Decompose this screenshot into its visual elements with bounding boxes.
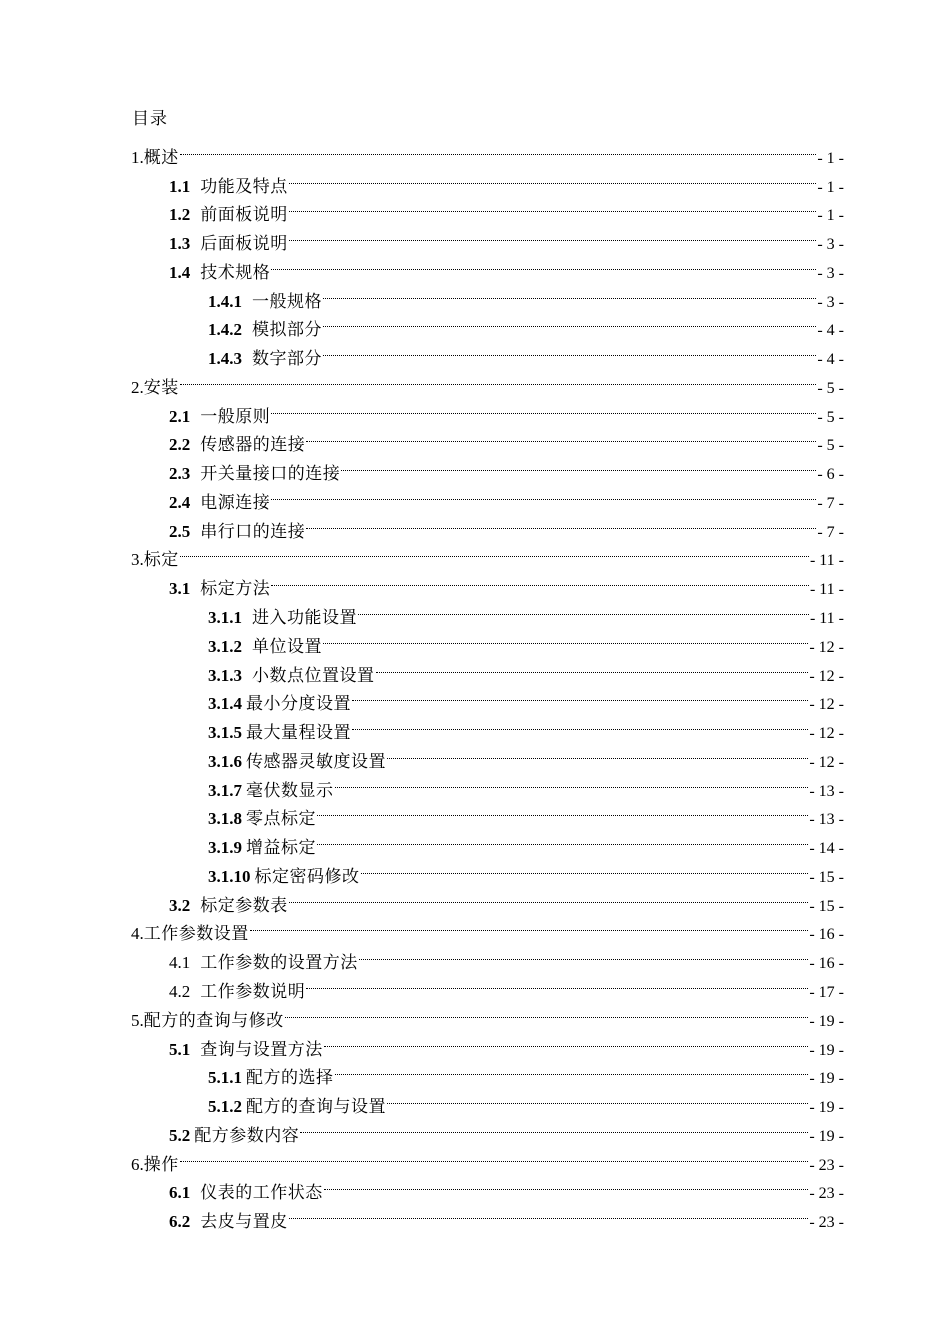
toc-entry-title: 去皮与置皮 [200, 1212, 288, 1233]
toc-entry-title: 功能及特点 [200, 176, 288, 197]
toc-entry-number: 2.1 [169, 406, 191, 426]
toc-entry[interactable] [0, 796, 950, 830]
toc-entry-page-number: - 3 - [817, 293, 844, 311]
toc-dot-leader [289, 882, 809, 911]
toc-entry[interactable] [0, 537, 950, 571]
toc-dot-leader [387, 1083, 808, 1112]
toc-entry[interactable] [0, 134, 950, 168]
toc-entry-page-number: - 6 - [817, 466, 844, 484]
toc-dot-leader [352, 681, 808, 710]
toc-entry-page-number: - 12 - [809, 696, 844, 714]
toc-dot-leader [361, 853, 809, 882]
toc-entry-number: 2.5 [169, 521, 191, 541]
toc-entry-title: 传感器的连接 [200, 435, 306, 456]
toc-entry-title: 单位设置 [252, 636, 322, 657]
toc-entry-page-number: - 19 - [809, 1099, 844, 1117]
toc-entry-number: 4.1 [169, 953, 191, 973]
toc-entry-number: 5. [131, 1010, 144, 1030]
toc-entry-title: 工作参数设置 [143, 924, 249, 945]
toc-entry-number: 2. [131, 377, 144, 397]
toc-dot-leader [180, 1141, 809, 1170]
toc-entry-page-number: - 14 - [809, 840, 844, 858]
toc-entry-number: 3.1 [169, 579, 191, 599]
toc-entry-page-number: - 4 - [817, 322, 844, 340]
toc-dot-leader [306, 968, 808, 997]
toc-entry-page-number: - 1 - [817, 149, 844, 167]
toc-dot-leader [324, 1026, 809, 1055]
toc-entry-title: 电源连接 [200, 492, 271, 513]
toc-entry-number: 2.2 [169, 435, 191, 455]
toc-entry-page-number: - 15 - [809, 868, 844, 886]
toc-dot-leader [300, 1112, 808, 1141]
toc-dot-leader [358, 594, 809, 623]
toc-entry[interactable] [0, 1026, 950, 1060]
toc-entry-number: 3.1.6 [208, 751, 242, 771]
toc-entry-number: 1.4 [169, 262, 191, 282]
toc-dot-leader [271, 565, 809, 594]
toc-entry-page-number: - 19 - [809, 1041, 844, 1059]
toc-entry[interactable] [0, 192, 950, 226]
toc-entry-number: 3.1.4 [208, 694, 242, 714]
toc-entry-number: 5.1.1 [208, 1068, 242, 1088]
toc-dot-leader [341, 450, 816, 479]
toc-entry-page-number: - 23 - [809, 1214, 844, 1232]
toc-entry[interactable] [0, 1112, 950, 1146]
toc-title: 目录 [132, 109, 168, 129]
toc-dot-leader [271, 393, 816, 422]
toc-entry[interactable] [0, 364, 950, 398]
toc-entry-page-number: - 11 - [809, 581, 844, 599]
toc-entry-page-number: - 12 - [809, 667, 844, 685]
toc-entry-title: 后面板说明 [200, 234, 288, 255]
toc-entry-title: 毫伏数显示 [246, 780, 334, 801]
toc-entry-page-number: - 23 - [809, 1185, 844, 1203]
toc-entry-number: 5.1.2 [208, 1097, 242, 1117]
toc-entry-title: 一般规格 [252, 291, 322, 312]
toc-entry-number: 4. [131, 924, 144, 944]
toc-entry[interactable] [0, 911, 950, 945]
toc-entry-title: 数字部分 [252, 349, 322, 370]
toc-entry-number: 3.1.7 [208, 780, 242, 800]
toc-dot-leader [285, 997, 809, 1026]
toc-entry-title: 工作参数说明 [200, 981, 306, 1002]
toc-entry-number: 1.1 [169, 176, 191, 196]
toc-entry-page-number: - 5 - [817, 437, 844, 455]
toc-entry-title: 工作参数的设置方法 [200, 953, 358, 974]
toc-entry-number: 5.1 [169, 1039, 191, 1059]
toc-entry[interactable] [0, 249, 950, 283]
toc-entry-title: 标定密码修改 [254, 866, 360, 887]
toc-entry-title: 模拟部分 [252, 320, 322, 341]
toc-entry-number: 1.4.1 [208, 291, 242, 311]
toc-entry[interactable] [0, 220, 950, 255]
toc-dot-leader [323, 307, 816, 336]
toc-dot-leader [376, 652, 809, 681]
toc-dot-leader [317, 796, 808, 825]
toc-entry[interactable] [0, 853, 950, 887]
toc-entry-number: 6.1 [169, 1183, 191, 1203]
toc-dot-leader [323, 623, 808, 652]
toc-entry-page-number: - 5 - [817, 379, 844, 397]
toc-entry-page-number: - 12 - [809, 725, 844, 743]
toc-entry-page-number: - 19 - [809, 1012, 844, 1030]
toc-dot-leader [335, 767, 809, 796]
toc-entry-title: 一般原则 [200, 406, 271, 427]
toc-entry[interactable] [0, 1083, 950, 1118]
toc-entry-title: 操作 [143, 1154, 179, 1175]
toc-entry-number: 3.2 [169, 895, 191, 915]
toc-entry-title: 配方参数内容 [194, 1125, 300, 1146]
toc-entry-title: 概述 [143, 147, 179, 168]
toc-entry-title: 前面板说明 [200, 205, 288, 226]
toc-entry-title: 进入功能设置 [252, 608, 357, 629]
toc-entry-title: 增益标定 [246, 838, 316, 859]
toc-entry[interactable] [0, 422, 950, 456]
toc-entry[interactable] [0, 997, 950, 1031]
toc-dot-leader [289, 1198, 809, 1227]
toc-entry[interactable] [0, 968, 950, 1002]
toc-entry-title: 标定 [143, 550, 179, 571]
toc-entry[interactable] [0, 824, 950, 859]
toc-entry[interactable] [0, 479, 950, 513]
toc-entry-page-number: - 7 - [817, 494, 844, 512]
toc-entry-number: 6.2 [169, 1212, 191, 1232]
toc-dot-leader [180, 134, 817, 163]
toc-entry-number: 2.4 [169, 492, 191, 512]
toc-entry-title: 安装 [143, 377, 179, 398]
toc-entry-number: 2.3 [169, 464, 191, 484]
toc-dot-leader [359, 939, 809, 968]
toc-entry[interactable] [0, 767, 950, 801]
toc-entry[interactable] [0, 163, 950, 197]
toc-entry[interactable] [0, 709, 950, 744]
toc-entry-title: 查询与设置方法 [200, 1039, 323, 1060]
toc-entry[interactable] [0, 508, 950, 542]
toc-entry-page-number: - 16 - [809, 926, 844, 944]
toc-dot-leader [250, 911, 809, 940]
toc-entry-number: 1.4.2 [208, 320, 242, 340]
toc-entry-number: 3.1.5 [208, 723, 242, 743]
toc-entry-number: 3.1.1 [208, 608, 242, 628]
toc-entry-number: 1.2 [169, 205, 191, 225]
toc-dot-leader [323, 335, 816, 364]
toc-entry[interactable] [0, 1170, 950, 1204]
toc-entry-number: 3.1.9 [208, 838, 242, 858]
toc-entry-title: 技术规格 [200, 262, 271, 283]
toc-dot-leader [335, 1055, 809, 1084]
toc-dot-leader [317, 824, 808, 853]
toc-entry-title: 标定方法 [200, 579, 271, 600]
toc-dot-leader [324, 1170, 809, 1199]
toc-entry-title: 配方的查询与设置 [246, 1097, 386, 1118]
toc-entry-page-number: - 4 - [817, 351, 844, 369]
toc-dot-leader [306, 422, 816, 451]
toc-entry-page-number: - 3 - [817, 264, 844, 282]
toc-entry[interactable] [0, 623, 950, 657]
toc-entry-title: 仪表的工作状态 [200, 1183, 323, 1204]
toc-entry[interactable] [0, 882, 950, 916]
toc-entry[interactable] [0, 939, 950, 974]
toc-dot-leader [289, 163, 817, 192]
toc-entry-title: 最大量程设置 [246, 723, 351, 744]
toc-entry-number: 3. [131, 550, 144, 570]
toc-entry-title: 零点标定 [246, 809, 316, 830]
toc-entry-number: 3.1.2 [208, 636, 242, 656]
toc-entry-page-number: - 19 - [809, 1127, 844, 1145]
toc-entry-page-number: - 1 - [817, 178, 844, 196]
toc-entry[interactable] [0, 335, 950, 370]
toc-entry-number: 3.1.3 [208, 665, 242, 685]
toc-entry-page-number: - 13 - [809, 782, 844, 800]
toc-entry-number: 1.3 [169, 234, 191, 254]
toc-dot-leader [271, 479, 816, 508]
toc-entry[interactable] [0, 307, 950, 341]
toc-dot-leader [306, 508, 816, 537]
toc-entry-title: 串行口的连接 [200, 521, 306, 542]
toc-dot-leader [352, 709, 808, 738]
toc-entry-page-number: - 3 - [817, 236, 844, 254]
toc-entry[interactable] [0, 738, 950, 772]
toc-entry[interactable] [0, 450, 950, 485]
toc-entry-title: 配方的选择 [246, 1068, 334, 1089]
toc-entry-page-number: - 13 - [809, 811, 844, 829]
toc-entry-page-number: - 16 - [809, 955, 844, 973]
toc-entry[interactable] [0, 1198, 950, 1233]
toc-entry-page-number: - 11 - [809, 610, 844, 628]
toc-entry-number: 4.2 [169, 981, 191, 1001]
toc-dot-leader [289, 220, 817, 249]
toc-entry-page-number: - 17 - [809, 983, 844, 1001]
toc-entry[interactable] [0, 278, 950, 312]
toc-dot-leader [289, 192, 817, 221]
toc-entry[interactable] [0, 652, 950, 686]
toc-entry-title: 开关量接口的连接 [200, 464, 341, 485]
toc-entry[interactable] [0, 1141, 950, 1175]
toc-entry-number: 1. [131, 147, 144, 167]
toc-entry[interactable] [0, 681, 950, 715]
toc-entry-title: 最小分度设置 [246, 694, 351, 715]
toc-dot-leader [323, 278, 816, 307]
toc-entry-title: 传感器灵敏度设置 [246, 751, 386, 772]
toc-entry[interactable] [0, 594, 950, 629]
toc-dot-leader [387, 738, 808, 767]
toc-entry-page-number: - 7 - [817, 523, 844, 541]
toc-dot-leader [180, 364, 817, 393]
toc-list [0, 134, 950, 1233]
toc-entry[interactable] [0, 565, 950, 600]
toc-entry-page-number: - 15 - [809, 897, 844, 915]
toc-dot-leader [271, 249, 816, 278]
toc-entry-page-number: - 11 - [809, 552, 844, 570]
toc-entry-number: 3.1.10 [208, 866, 251, 886]
toc-entry-page-number: - 12 - [809, 753, 844, 771]
toc-entry-number: 1.4.3 [208, 349, 242, 369]
toc-entry-title: 小数点位置设置 [252, 665, 375, 686]
toc-entry-page-number: - 23 - [809, 1156, 844, 1174]
toc-entry-number: 3.1.8 [208, 809, 242, 829]
toc-entry-title: 标定参数表 [200, 895, 288, 916]
toc-entry-number: 6. [131, 1154, 144, 1174]
toc-entry[interactable] [0, 1055, 950, 1089]
toc-entry-page-number: - 5 - [817, 408, 844, 426]
toc-dot-leader [180, 537, 809, 566]
toc-entry-number: 5.2 [169, 1125, 191, 1145]
toc-entry-page-number: - 19 - [809, 1070, 844, 1088]
toc-entry[interactable] [0, 393, 950, 427]
toc-entry-page-number: - 1 - [817, 207, 844, 225]
toc-entry-page-number: - 12 - [809, 638, 844, 656]
toc-entry-title: 配方的查询与修改 [143, 1010, 284, 1031]
